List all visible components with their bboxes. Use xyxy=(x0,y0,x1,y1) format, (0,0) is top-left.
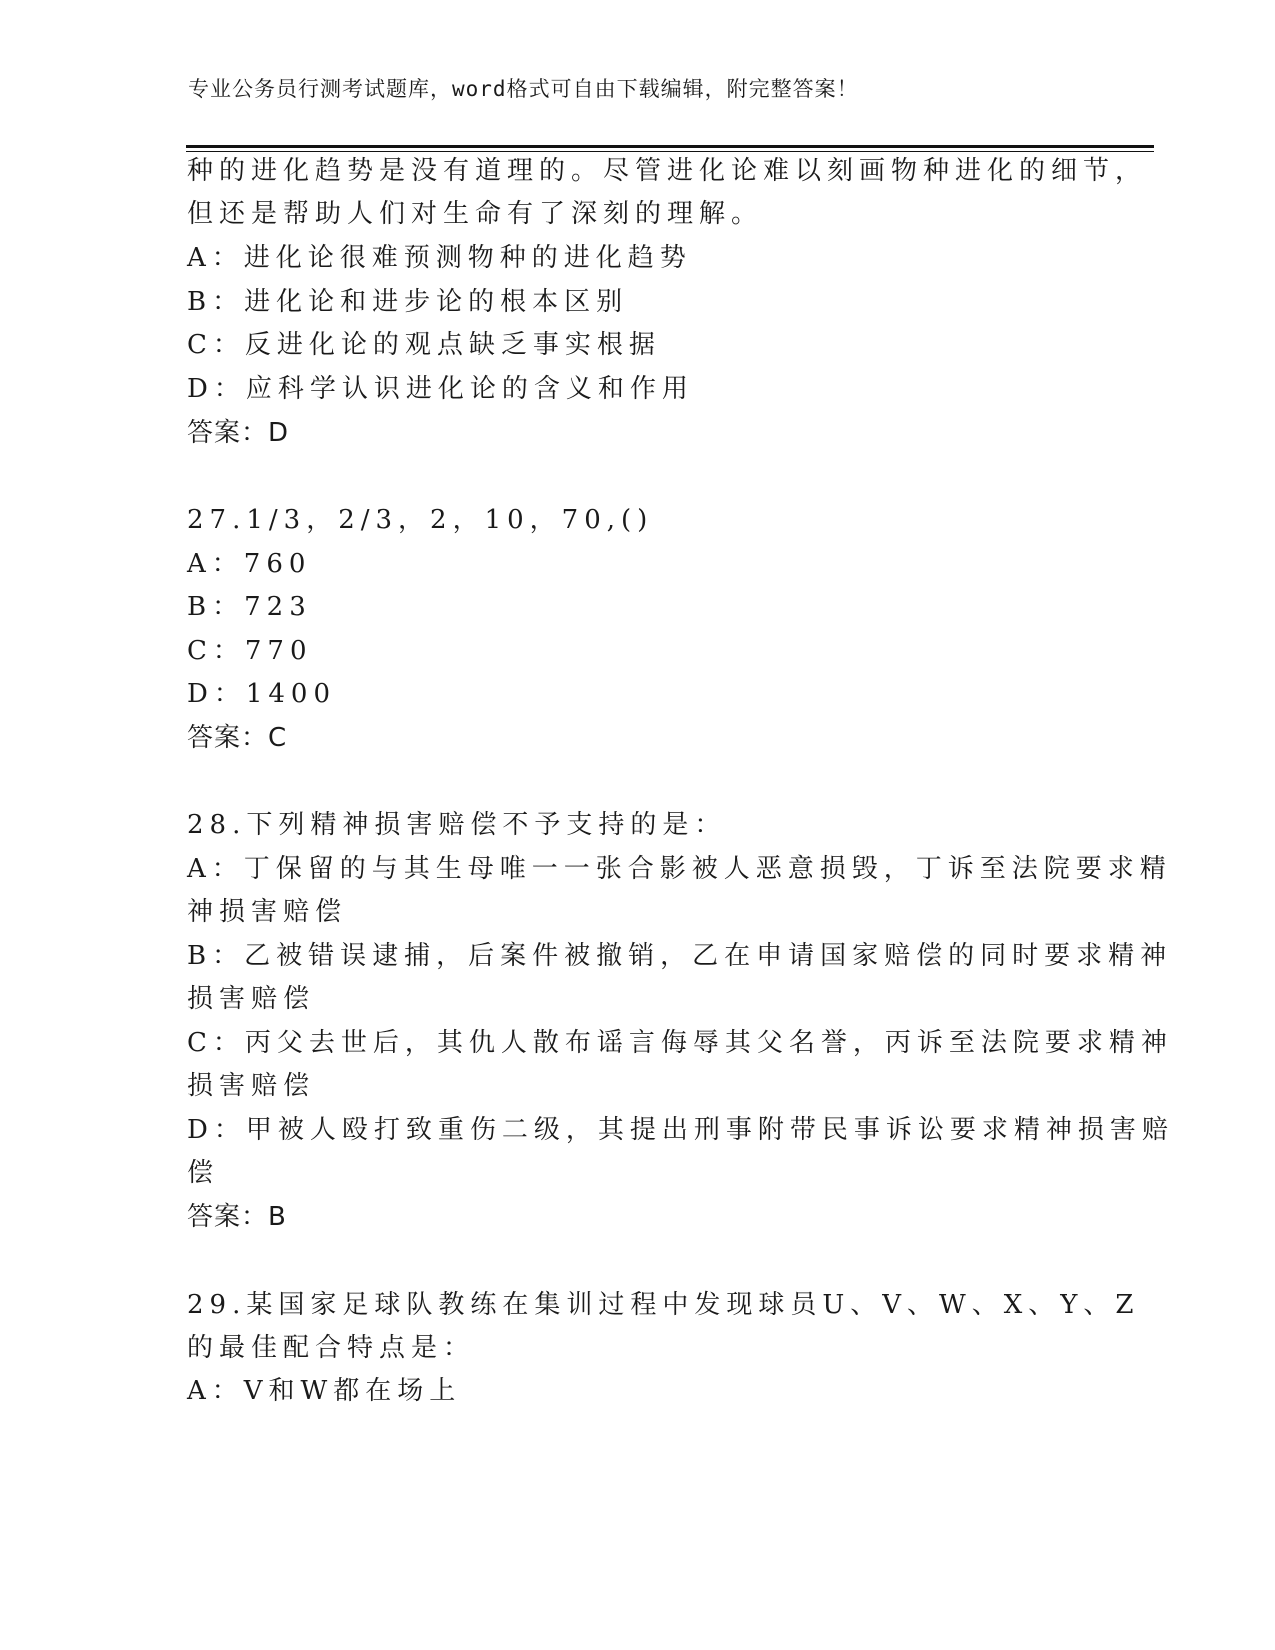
q28-option-c-line-1: C：丙父去世后，其仇人散布谣言侮辱其父名誉，丙诉至法院要求精神 xyxy=(187,1028,1173,1058)
q27-option-c: C：770 xyxy=(187,636,313,666)
page-header: 专业公务员行测考试题库，word格式可自由下载编辑，附完整答案！ xyxy=(188,77,859,101)
q29-option-a: A：V和W都在场上 xyxy=(187,1376,462,1406)
q27-stem: 27.1/3，2/3，2，10，70,() xyxy=(187,505,654,535)
q28-option-b-line-1: B：乙被错误逮捕，后案件被撤销，乙在申请国家赔偿的同时要求精神 xyxy=(187,941,1173,971)
q29-stem-line-2: 的最佳配合特点是： xyxy=(187,1333,476,1363)
q28-option-d-line-1: D：甲被人殴打致重伤二级，其提出刑事附带民事诉讼要求精神损害赔 xyxy=(187,1115,1174,1145)
q26-option-d: D：应科学认识进化论的含义和作用 xyxy=(187,374,694,404)
q27-option-b: B：723 xyxy=(187,592,312,622)
q29-stem-line-1: 29.某国家足球队教练在集训过程中发现球员U、V、W、X、Y、Z xyxy=(187,1290,1140,1320)
q28-option-b-line-2: 损害赔偿 xyxy=(187,984,316,1014)
q26-stem-line-2: 但还是帮助人们对生命有了深刻的理解。 xyxy=(187,199,764,229)
q28-option-d-line-2: 偿 xyxy=(187,1158,220,1188)
q27-option-a: A：760 xyxy=(187,549,312,579)
q28-answer: 答案：B xyxy=(187,1202,287,1232)
q28-option-a-line-2: 神损害赔偿 xyxy=(187,897,348,927)
header-rule-thin xyxy=(186,151,1154,152)
q27-answer: 答案：C xyxy=(187,723,288,753)
q27-option-d: D：1400 xyxy=(187,679,337,709)
q28-option-c-line-2: 损害赔偿 xyxy=(187,1071,316,1101)
header-rule-thick xyxy=(186,145,1154,148)
q26-option-b: B：进化论和进步论的根本区别 xyxy=(187,287,629,317)
q28-option-a-line-1: A：丁保留的与其生母唯一一张合影被人恶意损毁，丁诉至法院要求精 xyxy=(187,854,1172,884)
q26-stem-line-1: 种的进化趋势是没有道理的。尽管进化论难以刻画物种进化的细节， xyxy=(187,156,1148,186)
q26-option-c: C：反进化论的观点缺乏事实根据 xyxy=(187,330,661,360)
q26-answer: 答案：D xyxy=(187,418,290,448)
q28-stem: 28.下列精神损害赔偿不予支持的是： xyxy=(187,810,727,840)
q26-option-a: A：进化论很难预测物种的进化趋势 xyxy=(187,243,692,273)
